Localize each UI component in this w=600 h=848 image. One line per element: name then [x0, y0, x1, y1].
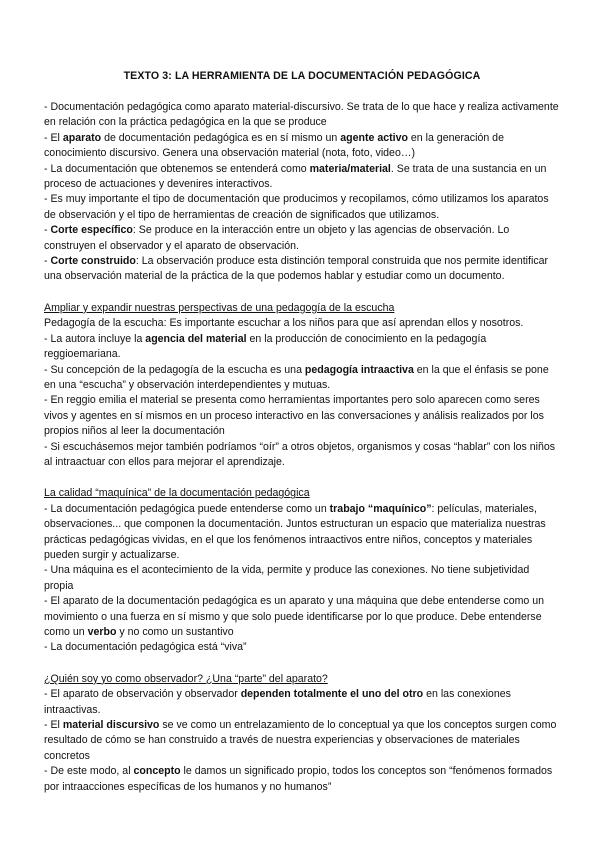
bold-text: trabajo “maquínico” [329, 502, 432, 515]
bold-text: concepto [133, 765, 181, 778]
text-run: - El aparato de observación y observador [44, 688, 241, 701]
bold-text: Corte construido [50, 255, 136, 268]
paragraph [44, 640, 560, 655]
text-run: - Su concepción de la pedagogía de la escucha es una [44, 363, 305, 376]
paragraph [44, 687, 560, 718]
section-heading: Ampliar y expandir nuestras perspectivas de una pedagogía de la escucha [44, 301, 395, 314]
text-run: - De este modo, al [44, 765, 134, 778]
paragraph [44, 316, 560, 331]
text-run: en las conexiones intraactivas. [44, 688, 511, 716]
text-run: - [44, 224, 51, 237]
text-run: - Documentación pedagógica como aparato material-discursivo. Se trata de lo que hace y realiza activamente en relación con la práctica pedagógica en la que se produce [44, 101, 559, 129]
document-title: TEXTO 3: LA HERRAMIENTA DE LA DOCUMENTACIÓN PEDAGÓGICA [123, 70, 481, 82]
paragraph [44, 223, 560, 254]
text-run: Pedagogía de la escucha: Es importante escuchar a los niños para que así aprendan ellos y nosotros. [44, 317, 524, 330]
text-run: y no como un sustantivo [116, 626, 234, 638]
section-3 [44, 486, 560, 655]
text-run: - La documentación pedagógica puede entenderse como un [44, 502, 330, 515]
text-run: - El aparato de la documentación pedagógica es un aparato y una máquina que debe entenderse como un movimiento o una fuerza en sí mismo y que solo puede identificarse por lo que produce. Debe entenderse como un [44, 595, 545, 638]
text-run: - El [44, 131, 63, 144]
bold-text: pedagogía intraactiva [304, 363, 414, 376]
text-run: - [44, 255, 51, 268]
text-run: se ve como un entrelazamiento de lo conceptual ya que los conceptos surgen como resultado de cómo se han construido a través de nuestra experiencias y observaciones de materiales concretos [44, 719, 557, 762]
text-run: le damos un significado propio, todos los conceptos son “fenómenos formados por intraacciones específicas de los humanos y no humanos” [44, 765, 553, 793]
paragraph [44, 131, 560, 162]
paragraph [44, 254, 560, 285]
text-run: : Se produce en la interacción entre un objeto y las agencias de observación. Lo construyen el observador y el aparato de observación. [44, 224, 510, 252]
paragraph [44, 764, 560, 795]
text-run: - Si escuchásemos mejor también podríamos “oír” a otros objetos, organismos y cosas “hablar” con los niños al intraactuar con ellos para mejorar el aprendizaje. [44, 440, 556, 468]
text-run: - La documentación pedagógica está “viva” [44, 641, 247, 654]
text-run: en la generación de conocimiento discursivo. Genera una observación material (nota, foto, video…) [44, 131, 504, 160]
text-run: de documentación pedagógica es en sí mismo un [101, 131, 341, 144]
text-run: . Se trata de una sustancia en un proceso de actuaciones y devenires interactivos. [44, 162, 547, 191]
text-run: - Es muy importante el tipo de documentación que producimos y recopilamos, cómo utilizamos los aparatos de observación y el tipo de herramientas de creación de significados que utilizamos. [44, 193, 549, 221]
text-run: - Una máquina es el acontecimiento de la vida, permite y produce las conexiones. No tiene subjetividad propia [44, 564, 530, 592]
paragraph [44, 162, 560, 193]
text-run: : La observación produce esta distinción temporal construida que nos permite identificar una observación material de la práctica de la que podemos hablar y estudiar como un documento. [44, 255, 549, 283]
document-body [44, 100, 560, 795]
paragraph [44, 594, 560, 640]
paragraph [44, 563, 560, 594]
bold-text: agencia del material [145, 332, 247, 345]
text-run: - La autora incluye la [44, 332, 146, 345]
section-heading: ¿Quién soy yo como observador? ¿Una “parte” del aparato? [44, 672, 328, 685]
text-run: en la producción de conocimiento en la pedagogía reggioemariana. [44, 332, 487, 361]
paragraph [44, 192, 560, 223]
paragraph [44, 332, 560, 363]
paragraph [44, 363, 560, 394]
text-run: - En reggio emilia el material se presenta como herramientas importantes pero solo aparecen como seres vivos y agentes en sí mismos en un proceso interactivo en las conversaciones y análisis realizados por los propios niños al leer la documentación [44, 394, 544, 438]
paragraph [44, 440, 560, 471]
section-2 [44, 301, 560, 470]
bold-text: agente activo [340, 131, 408, 144]
paragraph [44, 100, 560, 131]
text-run: - La documentación que obtenemos se entenderá como [44, 162, 310, 175]
text-run: : películas, materiales, observaciones... que componen la documentación. Juntos estructuran un espacio que materializa nuestras prácticas pedagógicas vividas, en el que los fenómenos intraactivos entre niños, conceptos y materiales pueden surgir y actualizarse. [44, 502, 546, 561]
bold-text: verbo [87, 626, 117, 638]
bold-text: materia/material [309, 162, 391, 175]
text-run: - El [44, 719, 63, 732]
bold-text: Corte específico [50, 224, 133, 237]
section-4 [44, 672, 560, 795]
paragraph [44, 502, 560, 564]
bold-text: material discursivo [62, 719, 160, 732]
section-heading: La calidad “maquínica” de la documentación pedagógica [44, 487, 310, 500]
section-1 [44, 100, 560, 285]
bold-text: aparato [62, 131, 102, 144]
bold-text: dependen totalmente el uno del otro [240, 688, 424, 701]
text-run: en la que el énfasis se pone en una “escucha” y observación interdependientes y mutuas. [44, 363, 549, 391]
paragraph [44, 393, 560, 439]
paragraph [44, 718, 560, 764]
